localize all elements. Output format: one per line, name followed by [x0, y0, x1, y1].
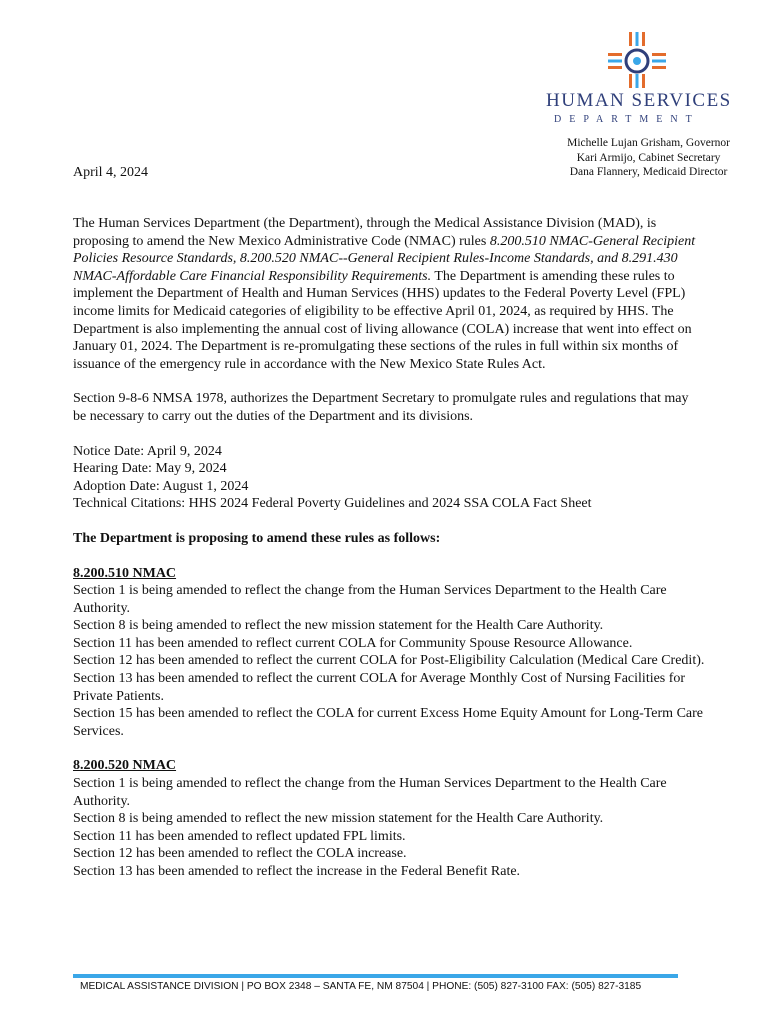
officials-block	[567, 136, 730, 180]
footer-contact: MEDICAL ASSISTANCE DIVISION | PO BOX 2348 – SANTA FE, NM 87504 | PHONE: (505) 827-3100 FAX: (505) 827-3185	[80, 981, 642, 992]
notice-date: Notice Date: April 9, 2024	[73, 443, 222, 459]
rule-520-section	[73, 757, 705, 880]
rule-520-title: 8.200.520 NMAC	[73, 758, 177, 774]
rule-510-item: Section 8 is being amended to reflect the new mission statement for the Health Care Authority.	[73, 618, 604, 634]
intro-rules-italic: 8.200.510 NMAC-General Recipient Policies Resource Standards, 8.200.520 NMAC--General Recipient Rules-Income Standards, and 8.291.430 NMAC-Affordable Care Financial Responsibility Requirements.	[73, 233, 696, 284]
letter-body	[73, 215, 705, 898]
logo-subtitle: DEPARTMENT	[554, 114, 700, 125]
hearing-date: Hearing Date: May 9, 2024	[73, 461, 227, 477]
rule-520-item: Section 12 has been amended to reflect the COLA increase.	[73, 846, 407, 862]
rule-510-item: Section 11 has been amended to reflect current COLA for Community Spouse Resource Allowance.	[73, 635, 633, 651]
adoption-date: Adoption Date: August 1, 2024	[73, 478, 249, 494]
rule-520-item: Section 13 has been amended to reflect the increase in the Federal Benefit Rate.	[73, 864, 521, 879]
rule-510-item: Section 13 has been amended to reflect the current COLA for Average Monthly Cost of Nursing Facilities for Private Patients.	[73, 671, 686, 704]
letter-date: April 4, 2024	[73, 165, 149, 180]
intro-text-1: The Human Services Department (the Department), through the Medical Assistance Division (MAD), is proposing to amend the New Mexico Administrative Code (NMAC) rules	[73, 216, 657, 249]
logo-title: HUMAN SERVICES	[546, 90, 732, 111]
proposal-heading: The Department is proposing to amend these rules as follows:	[73, 530, 441, 546]
intro-text-2: The Department is amending these rules to implement the Department of Health and Human Services (HHS) updates to the Federal Poverty Level (FPL) income limits for Medicaid categories of eligibility to be effective April 01, 2024, as required by HHS. The Department is also implementing the annual cost of living allowance (COLA) increase that went into effect on January 01, 2024. The Department is re-promulgating these sections of the rules in full within six months of issuance of the emergency rule in accordance with the New Mexico State Rules Act.	[73, 268, 692, 372]
technical-citations: Technical Citations: HHS 2024 Federal Poverty Guidelines and 2024 SSA COLA Fact Sheet	[73, 496, 592, 512]
footer-divider	[73, 974, 678, 978]
rule-510-section	[73, 565, 705, 741]
authority-paragraph: Section 9-8-6 NMSA 1978, authorizes the Department Secretary to promulgate rules and regulations that may be necessary to carry out the duties of the Department and its divisions.	[73, 391, 689, 424]
rule-510-item: Section 1 is being amended to reflect the change from the Human Services Department to the Health Care Authority.	[73, 583, 667, 616]
dates-block	[73, 443, 705, 513]
zia-sun-icon	[608, 32, 666, 88]
official-medicaid-director: Dana Flannery, Medicaid Director	[569, 166, 728, 178]
department-logo	[540, 32, 745, 128]
rule-510-title: 8.200.510 NMAC	[73, 565, 177, 581]
rule-510-item: Section 15 has been amended to reflect the COLA for current Excess Home Equity Amount for Long-Term Care Services.	[73, 706, 703, 739]
rule-510-item: Section 12 has been amended to reflect the current COLA for Post-Eligibility Calculation (Medical Care Credit).	[73, 653, 705, 669]
official-cabinet-secretary: Kari Armijo, Cabinet Secretary	[576, 151, 721, 164]
rule-520-item: Section 1 is being amended to reflect the change from the Human Services Department to the Health Care Authority.	[73, 776, 667, 809]
rule-520-item: Section 11 has been amended to reflect updated FPL limits.	[73, 828, 406, 844]
rule-520-item: Section 8 is being amended to reflect the new mission statement for the Health Care Authority.	[73, 811, 604, 827]
intro-paragraph	[73, 215, 705, 373]
official-governor: Michelle Lujan Grisham, Governor	[567, 137, 730, 149]
